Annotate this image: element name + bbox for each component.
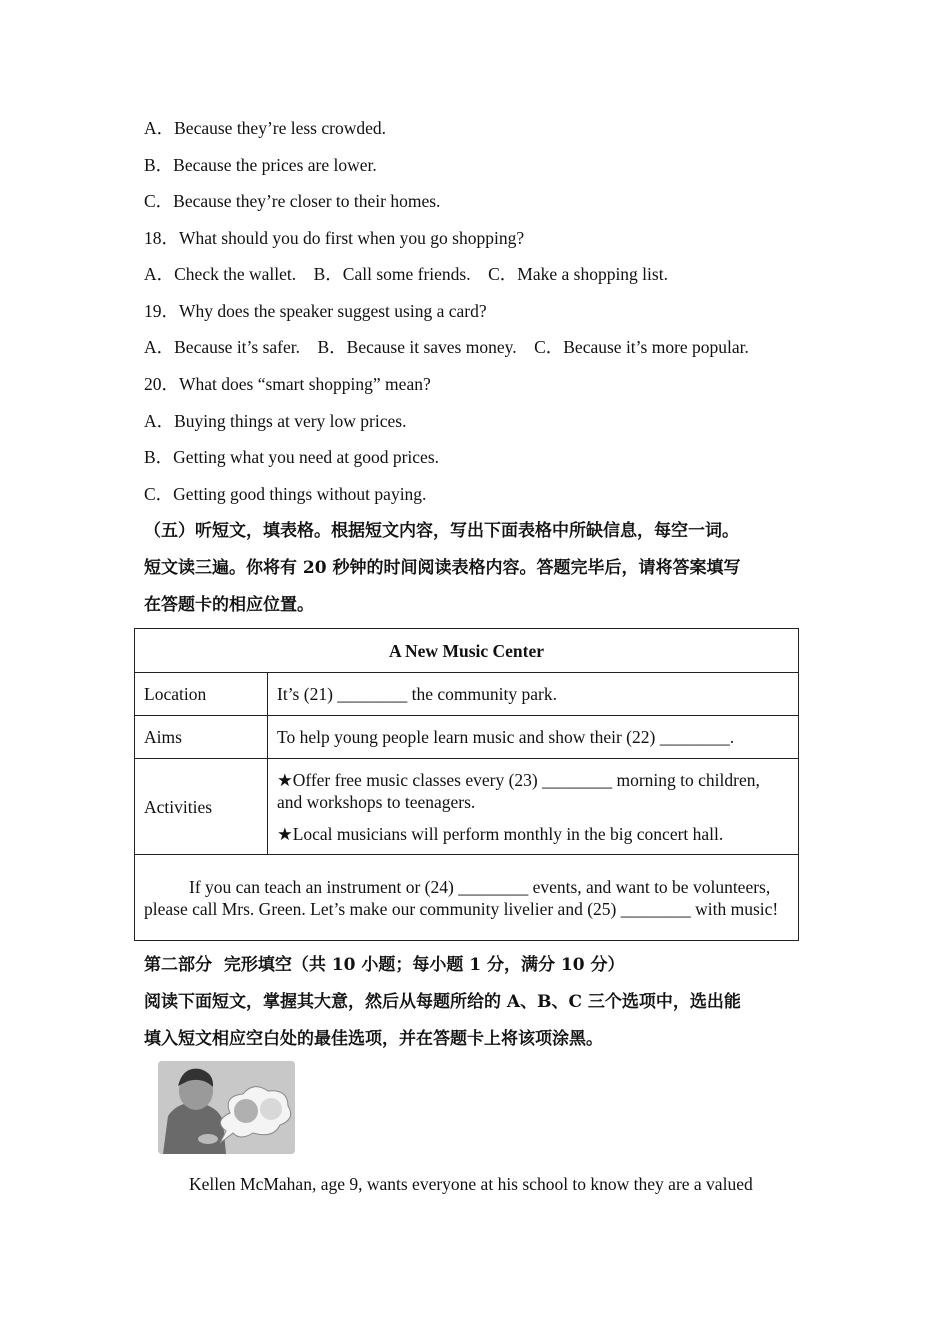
activity-2: ★Local musicians will perform monthly in the big concert hall. <box>277 823 724 844</box>
table-row <box>135 855 799 941</box>
part2-instruction-2: 填入短文相应空白处的最佳选项，并在答题卡上将该项涂黑。 <box>144 1029 603 1049</box>
activities-label: Activities <box>135 759 268 855</box>
section5-instruction-3: 在答题卡的相应位置。 <box>144 595 314 615</box>
music-center-table <box>134 628 799 941</box>
options-19: A．Because it’s safer. B．Because it saves money. C．Because it’s more popular. <box>144 337 749 357</box>
passage-first-line: Kellen McMahan, age 9, wants everyone at his school to know they are a valued <box>189 1174 753 1194</box>
table-row <box>135 759 799 855</box>
question-18: 18．What should you do first when you go shopping? <box>144 228 525 248</box>
table-title: A New Music Center <box>135 629 799 673</box>
location-label: Location <box>135 673 268 716</box>
option-17c: C．Because they’re closer to their homes. <box>144 191 441 211</box>
aims-label: Aims <box>135 716 268 759</box>
part2-instruction-1: 阅读下面短文，掌握其大意，然后从每题所给的 A、B、C 三个选项中，选出能 <box>144 992 741 1012</box>
options-18: A．Check the wallet. B．Call some friends. C．Make a shopping list. <box>144 264 668 284</box>
boy-with-buttons-image <box>158 1061 295 1154</box>
option-20b: B．Getting what you need at good prices. <box>144 447 440 467</box>
table-row <box>135 673 799 716</box>
question-19: 19．Why does the speaker suggest using a card? <box>144 301 487 321</box>
part2-heading: 第二部分 完形填空（共 10 小题；每小题 1 分，满分 10 分） <box>144 955 625 975</box>
table-row <box>135 716 799 759</box>
option-20c: C．Getting good things without paying. <box>144 484 427 504</box>
location-text: It’s (21) ________ the community park. <box>268 673 799 716</box>
option-20a: A．Buying things at very low prices. <box>144 411 407 431</box>
option-17a: A．Because they’re less crowded. <box>144 118 386 138</box>
option-17b: B．Because the prices are lower. <box>144 155 377 175</box>
activity-1: ★Offer free music classes every (23) ________ morning to children, and workshops to teenagers. <box>277 769 760 812</box>
question-20: 20．What does “smart shopping” mean? <box>144 374 431 394</box>
section5-instruction-1: （五）听短文，填表格。根据短文内容，写出下面表格中所缺信息，每空一词。 <box>144 521 739 541</box>
table-footer: If you can teach an instrument or (24) ________ events, and want to be volunteers, please call Mrs. Green. Let’s make our community livelier and (25) ________ with music! <box>135 855 799 941</box>
section5-instruction-2: 短文读三遍。你将有 20 秒钟的时间阅读表格内容。答题完毕后，请将答案填写 <box>144 558 741 578</box>
aims-text: To help young people learn music and show their (22) ________. <box>268 716 799 759</box>
